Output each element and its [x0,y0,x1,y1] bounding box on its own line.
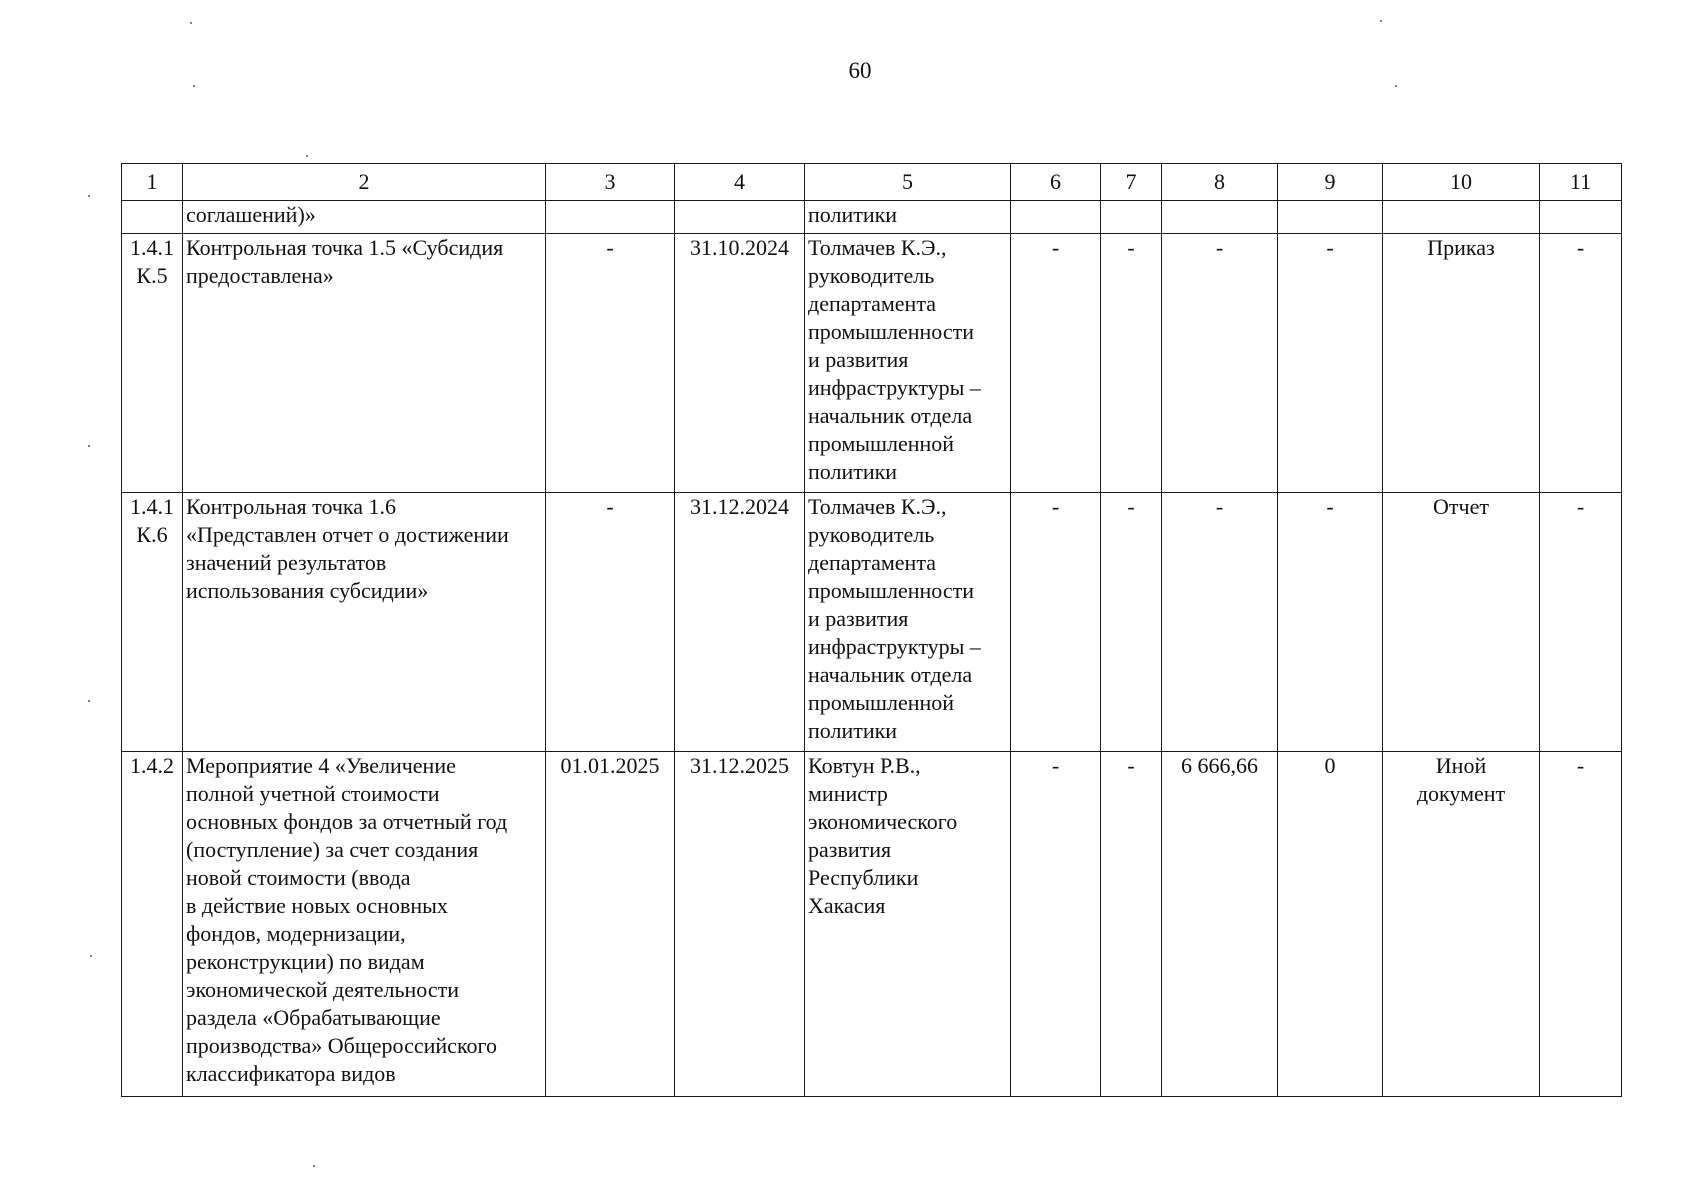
value-cell: - [1162,493,1278,752]
header-cell: 2 [183,164,546,201]
value-cell: - [1101,752,1162,1097]
scan-speck [88,195,90,197]
value-cell: - [1101,234,1162,493]
header-cell: 10 [1383,164,1540,201]
start-date-cell: - [546,234,675,493]
row-number-cell: 1.4.2 [122,752,183,1097]
responsible-cell: Толмачев К.Э., руководитель департамента промышленности и развития инфраструктуры – начальник отдела промышленной политики [805,234,1011,493]
value-cell: - [1540,493,1622,752]
value-cell [1011,201,1101,234]
description-cell: соглашений)» [183,201,546,234]
responsible-cell: Толмачев К.Э., руководитель департамента промышленности и развития инфраструктуры – начальник отдела промышленной политики [805,493,1011,752]
table-row [122,234,1622,493]
table-row [122,752,1622,1097]
scan-speck [190,22,192,24]
header-cell: 3 [546,164,675,201]
responsible-cell: Ковтун Р.В., министр экономического развития Республики Хакасия [805,752,1011,1097]
value-cell: - [1011,234,1101,493]
document-type-cell: Отчет [1383,493,1540,752]
value-cell: - [1162,234,1278,493]
table-row [122,201,1622,234]
column-number-row [122,164,1622,201]
end-date-cell: 31.10.2024 [675,234,805,493]
header-cell: 5 [805,164,1011,201]
value-cell [1540,201,1622,234]
table-row [122,493,1622,752]
value-cell: - [1101,493,1162,752]
end-date-cell: 31.12.2025 [675,752,805,1097]
scan-speck [88,445,90,447]
header-cell: 8 [1162,164,1278,201]
end-date-cell: 31.12.2024 [675,493,805,752]
scan-speck [313,1165,315,1167]
value-cell: 6 666,66 [1162,752,1278,1097]
page-number: 60 [848,58,872,83]
value-cell: - [1278,493,1383,752]
value-cell: - [1540,752,1622,1097]
value-cell: - [1011,493,1101,752]
scan-speck [88,700,90,702]
document-type-cell [1383,201,1540,234]
value-cell: - [1540,234,1622,493]
row-number-cell: 1.4.1 К.5 [122,234,183,493]
description-cell: Контрольная точка 1.5 «Субсидия предоставлена» [183,234,546,493]
description-cell: Контрольная точка 1.6 «Представлен отчет о достижении значений результатов использования субсидии» [183,493,546,752]
header-cell: 9 [1278,164,1383,201]
document-type-cell: Иной документ [1383,752,1540,1097]
header-cell: 1 [122,164,183,201]
header-cell: 6 [1011,164,1101,201]
description-cell: Мероприятие 4 «Увеличение полной учетной стоимости основных фондов за отчетный год (поступление) за счет создания новой стоимости (ввода в действие новых основных фондов, модернизации, реконструкции) по видам экономической деятельности раздела «Обрабатывающие производства» Общероссийского классификатора видов [183,752,546,1097]
scan-speck [90,955,92,957]
header-cell: 11 [1540,164,1622,201]
start-date-cell: - [546,493,675,752]
value-cell [1101,201,1162,234]
value-cell [1278,201,1383,234]
value-cell: - [1011,752,1101,1097]
end-date-cell [675,201,805,234]
value-cell [1162,201,1278,234]
scan-speck [1395,85,1397,87]
start-date-cell [546,201,675,234]
value-cell: - [1278,234,1383,493]
header-cell: 4 [675,164,805,201]
row-number-cell: 1.4.1 К.6 [122,493,183,752]
start-date-cell: 01.01.2025 [546,752,675,1097]
document-type-cell: Приказ [1383,234,1540,493]
scan-speck [306,155,308,157]
scan-speck [1380,20,1382,22]
document-table [121,163,1622,1097]
header-cell: 7 [1101,164,1162,201]
responsible-cell: политики [805,201,1011,234]
value-cell: 0 [1278,752,1383,1097]
scan-speck [193,85,195,87]
row-number-cell [122,201,183,234]
